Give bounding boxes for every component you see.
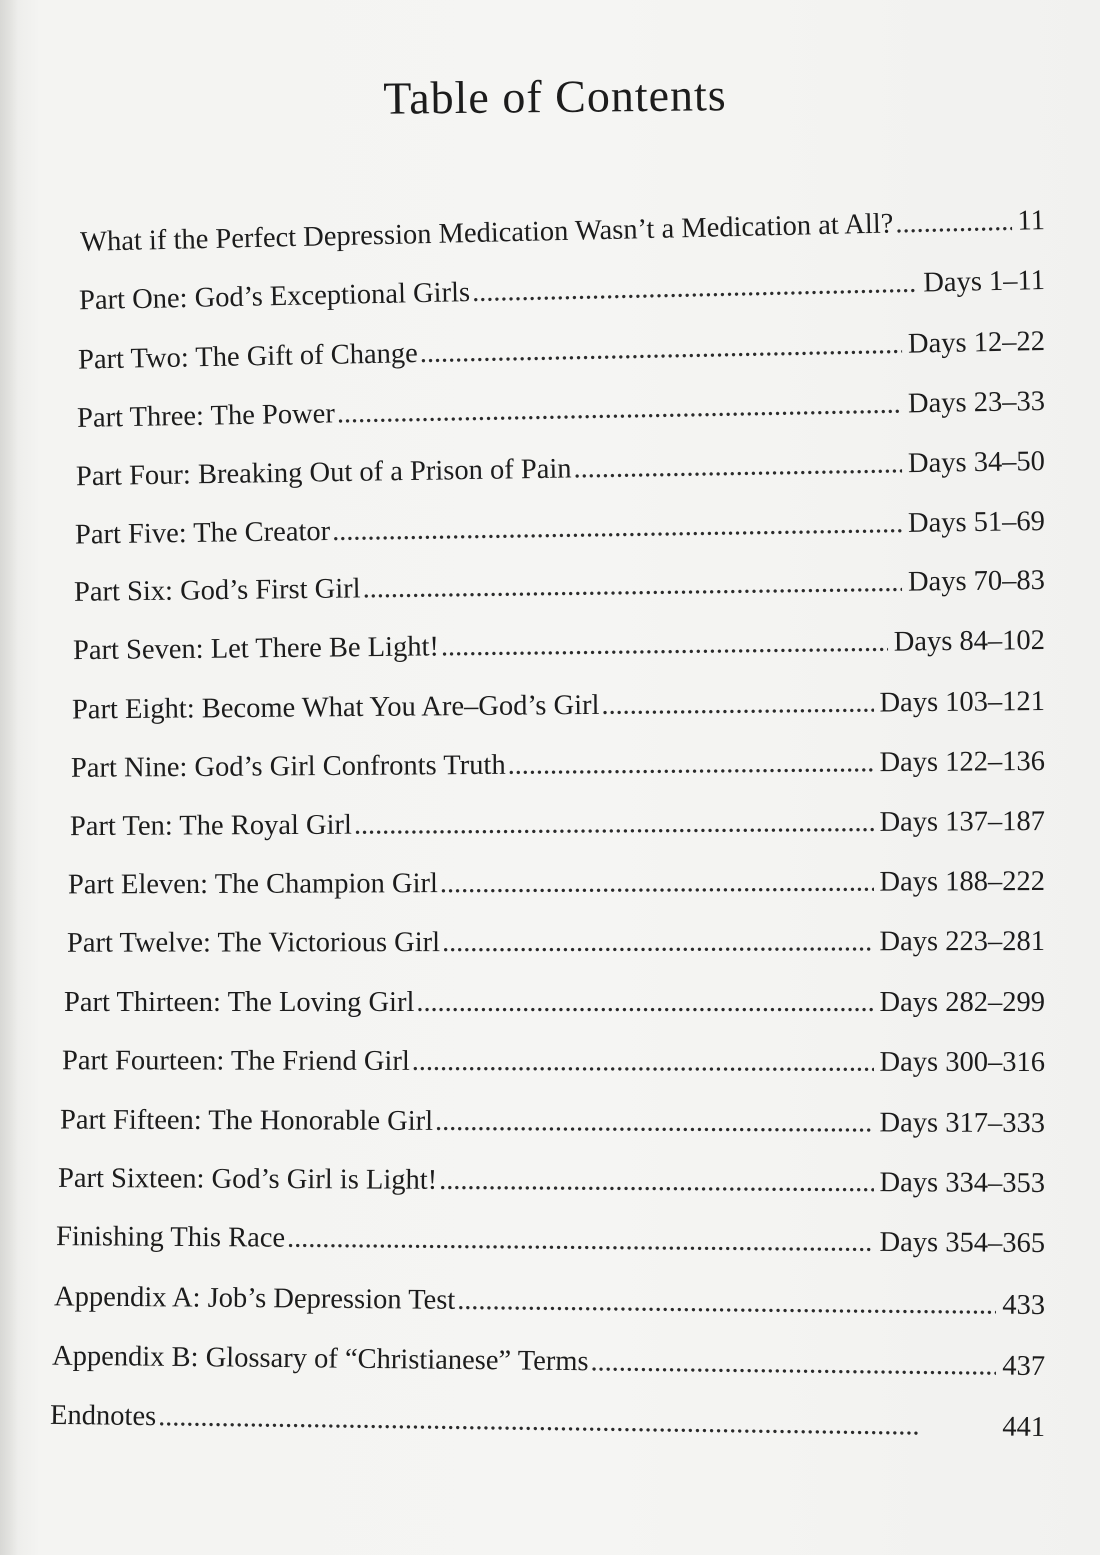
- toc-entry-label: Part Four: Breaking Out of a Prison of Pain: [75, 453, 572, 493]
- page-title: Table of Contents: [383, 69, 727, 124]
- toc-dot-leader: [362, 567, 902, 606]
- toc-entry-page: Days 84–102: [893, 625, 1046, 658]
- toc-entry-label: What if the Perfect Depression Medication Wasn’t a Medication at All?: [79, 208, 894, 258]
- toc-entry: [75, 506, 1045, 560]
- toc-entry-page: Days 137–187: [879, 806, 1046, 838]
- toc-entry-label: Part Ten: The Royal Girl: [69, 809, 352, 843]
- toc-entry: [56, 1221, 1045, 1268]
- toc-entry-label: Part Seven: Let There Be Light!: [72, 631, 440, 667]
- toc-dot-leader: [441, 627, 888, 664]
- toc-dot-leader: [895, 206, 1012, 241]
- toc-entry: [77, 386, 1046, 443]
- toc-entry-page: Days 34–50: [907, 446, 1046, 480]
- toc-entry-label: Part Nine: God’s Girl Confronts Truth: [70, 749, 506, 784]
- toc-dot-leader: [287, 1223, 874, 1259]
- toc-dot-leader: [332, 508, 902, 548]
- toc-entry-label: Part One: God’s Exceptional Girls: [78, 277, 471, 317]
- toc-entry-page: 433: [1002, 1289, 1046, 1321]
- toc-entry-page: Days 122–136: [879, 746, 1046, 779]
- toc-entry: [68, 866, 1045, 909]
- toc-entry-label: Part Twelve: The Victorious Girl: [66, 927, 441, 959]
- toc-dot-leader: [472, 268, 918, 309]
- toc-entry-page: Days 223–281: [879, 926, 1046, 958]
- toc-entry-page: Days 354–365: [879, 1226, 1046, 1259]
- toc-entry: [50, 1400, 1045, 1452]
- toc-entry: [62, 1045, 1045, 1087]
- toc-entry-page: Days 12–22: [907, 326, 1046, 360]
- toc-entry-label: Part Fourteen: The Friend Girl: [61, 1045, 410, 1077]
- toc-entry-label: Part Six: God’s First Girl: [73, 573, 361, 608]
- toc-entry-page: 437: [1002, 1350, 1046, 1382]
- toc-entry-label: Finishing This Race: [55, 1221, 286, 1254]
- toc-entry: [74, 565, 1045, 617]
- toc-dot-leader: [439, 1165, 874, 1199]
- toc-dot-leader: [601, 687, 873, 721]
- toc-dot-leader: [440, 867, 874, 901]
- toc-entry-label: Part Five: The Creator: [74, 515, 331, 551]
- toc-entry-label: Appendix B: Glossary of “Christianese” Terms: [51, 1340, 589, 1378]
- toc-entry-page: 11: [1017, 205, 1046, 237]
- toc-dot-leader: [354, 807, 874, 842]
- toc-entry: [79, 265, 1046, 325]
- toc-entry: [64, 987, 1045, 1027]
- toc-entry-label: Endnotes: [49, 1399, 157, 1433]
- toc-dot-leader: [158, 1401, 997, 1443]
- toc-dot-leader: [573, 448, 902, 485]
- toc-entry: [54, 1281, 1045, 1330]
- toc-entry-label: Part Sixteen: God’s Girl is Light!: [57, 1162, 438, 1196]
- toc-entry-page: Days 282–299: [879, 987, 1045, 1018]
- toc-dot-leader: [419, 329, 902, 370]
- toc-entry: [73, 625, 1045, 675]
- toc-dot-leader: [457, 1285, 996, 1322]
- toc-entry-page: Days 51–69: [907, 506, 1046, 539]
- toc-entry: [80, 205, 1046, 267]
- toc-entry: [72, 686, 1045, 734]
- toc-entry-page: Days 317–333: [879, 1107, 1046, 1139]
- toc-entry-label: Part Three: The Power: [76, 398, 336, 434]
- toc-entry: [70, 806, 1045, 851]
- toc-entry: [71, 746, 1045, 793]
- toc-dot-leader: [412, 1046, 874, 1079]
- toc-entry: [78, 326, 1046, 385]
- toc-entry-label: Part Fifteen: The Honorable Girl: [59, 1104, 434, 1137]
- toc-entry: [76, 446, 1046, 501]
- toc-entry-page: Days 1–11: [922, 265, 1046, 299]
- toc-entry-page: Days 334–353: [879, 1167, 1046, 1199]
- toc-entry-page: 441: [1002, 1411, 1046, 1443]
- toc-entry-label: Part Eight: Become What You Are–God’s Girl: [71, 689, 600, 726]
- toc-entry: [67, 926, 1045, 968]
- toc-dot-leader: [442, 926, 874, 959]
- toc-entry-label: Part Thirteen: The Loving Girl: [64, 987, 415, 1018]
- toc-entry-page: Days 188–222: [879, 866, 1046, 898]
- toc-entry-page: Days 103–121: [879, 686, 1046, 719]
- toc-dot-leader: [590, 1346, 996, 1382]
- toc-entry-page: Days 70–83: [907, 565, 1046, 598]
- toc-dot-leader: [508, 747, 874, 782]
- toc-entry-page: Days 300–316: [879, 1046, 1046, 1078]
- toc-entry: [60, 1105, 1045, 1148]
- toc-entry-label: Appendix A: Job’s Depression Test: [53, 1281, 456, 1316]
- toc-entry: [58, 1163, 1045, 1208]
- toc-entry: [52, 1341, 1045, 1391]
- toc-entry-page: Days 23–33: [907, 386, 1046, 420]
- toc-dot-leader: [416, 987, 873, 1019]
- toc-dot-leader: [435, 1106, 874, 1140]
- toc-dot-leader: [337, 388, 903, 430]
- toc-entry-label: Part Two: The Gift of Change: [77, 338, 419, 376]
- toc-entry-label: Part Eleven: The Champion Girl: [67, 868, 438, 901]
